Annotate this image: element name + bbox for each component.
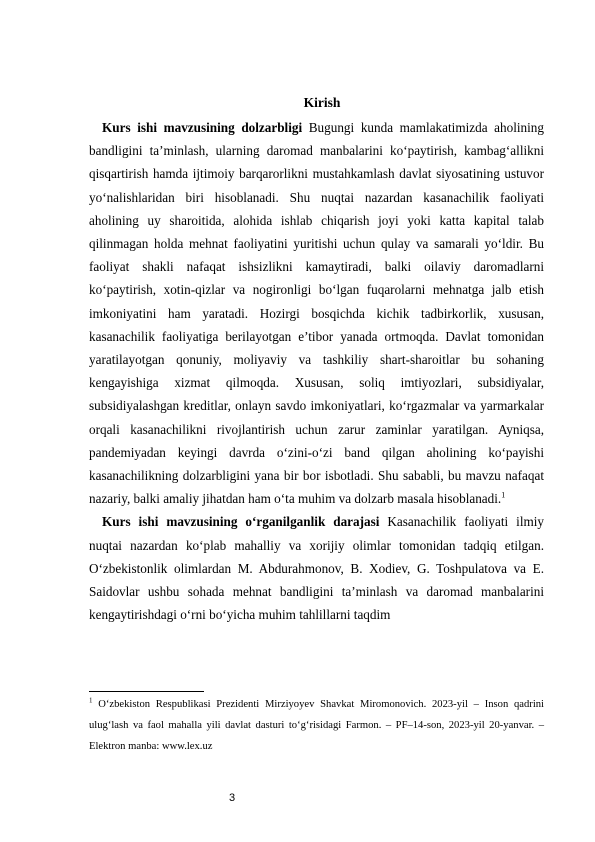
footnote-separator [89, 691, 204, 692]
paragraph-text: Bugungi kunda mamlakatimizda aholining bandligini ta’minlash, ularning daromad manbalarini ko‘paytirish, kambag‘allikni qisqartirish hamda ijtimoiy barqarorlikni mustahkamlash davlat siyosatining ustuvor yo‘nalishlaridan biri hisoblanadi. Shu nuqtai nazardan kasanachilik faoliyati aholining uy sharoitida, alohida ishlab chiqarish joyi yoki katta kapital talab qilinmagan holda mehnat faoliyatini yuritishi uchun qulay va samarali yo‘ldir. Bu faoliyat shakli nafaqat ishsizlikni kamaytiradi, balki oilaviy daromadlarni ko‘paytirish, xotin-qizlar va nogironligi bo‘lgan fuqarolarni mehnatga jalb etish imkoniyatini ham yaratadi. Hozirgi bosqichda kichik tadbirkorlik, xususan, kasanachilik faoliyatiga berilayotgan e’tibor yanada ortmoqda. Davlat tomonidan yaratilayotgan qonuniy, moliyaviy va tashkiliy shart-sharoitlar bu sohaning kengayishiga xizmat qilmoqda. Xususan, soliq imtiyozlari, subsidiyalar, subsidiyalashgan kreditlar, onlayn savdo imkoniyatlari, ko‘rgazmalar va yarmarkalar orqali kasanachilikni rivojlantirish uchun zarur zaminlar yaratilgan. Ayniqsa, pandemiyadan keyingi davrda o‘zini-o‘zi band qilgan aholining ko‘payishi kasanachilikning dolzarbligini yana bir bor isbotladi. Shu sababli, bu mavzu nafaqat nazariy, balki amaliy jihatdan ham o‘ta muhim va dolzarb masala hisoblanadi. [89, 120, 544, 507]
paragraph-relevance [89, 116, 544, 510]
paragraph-heading: Kurs ishi mavzusining o‘rganilganlik darajasi [102, 514, 380, 530]
page-title: Kirish [303, 95, 341, 110]
paragraph-study-degree [89, 510, 544, 626]
paragraph-heading: Kurs ishi mavzusining dolzarbligi [102, 120, 303, 135]
footnote-marker: 1 [89, 696, 93, 705]
footnote [89, 694, 544, 757]
footnote-reference[interactable]: 1 [501, 490, 506, 500]
body-text [89, 116, 544, 626]
paragraph-text: Kasanachilik faoliyati ilmiy nuqtai nazardan ko‘plab mahalliy va xorijiy olimlar tomonidan tadqiq etilgan. O‘zbekistonlik olimlardan M. Abdurahmonov, B. Xodiev, G. Toshpulatova va E. Saidovlar ushbu sohada mehnat bandligini ta’minlash va daromad manbalarini kengaytirishdagi o‘rni bo‘yicha muhim tahlillarni taqdim [89, 514, 544, 623]
page-number: 3 [229, 792, 236, 804]
footnote-text: O‘zbekiston Respublikasi Prezidenti Mirziyoyev Shavkat Miromonovich. 2023-yil – Inson qadrini ulug‘lash va faol mahalla yili davlat dasturi to‘g‘risidagi Farmon. – PF–14-son, 2023-yil 20-yanvar. – Elektron manba: www.lex.uz [89, 699, 544, 752]
